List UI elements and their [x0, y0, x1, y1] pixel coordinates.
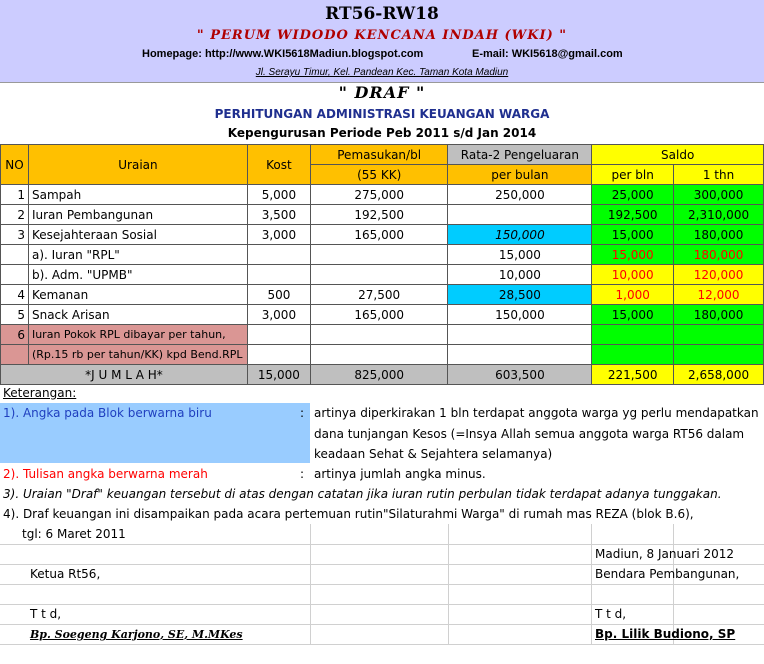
perum-name: " PERUM WIDODO KENCANA INDAH (WKI) "	[196, 28, 568, 43]
table-row	[1, 325, 764, 345]
rt-rw-title: RT56-RW18	[325, 4, 439, 24]
col-1thn-header: 1 thn	[674, 165, 764, 185]
cell-pemasukan	[310, 265, 448, 285]
cell-pemasukan	[310, 245, 448, 265]
cell-no: 3	[1, 225, 29, 245]
col-kost-header: Kost	[247, 145, 310, 185]
cell-kost: 5,000	[247, 185, 310, 205]
cell-per-bln	[592, 325, 674, 345]
left-role: Ketua Rt56,	[30, 567, 101, 581]
grid-line	[0, 644, 764, 645]
table-row	[1, 245, 764, 265]
col-rata-header: Rata-2 Pengeluaran	[448, 145, 592, 165]
note-3: 3). Uraian "Draf" keuangan tersebut di atas dengan catatan jika iuran rutin perbulan tidak terdapat adanya tunggakan.	[3, 487, 722, 501]
cell-rata-estimate: 28,500	[448, 285, 592, 305]
cell-kost	[247, 345, 310, 365]
right-role: Bendara Pembangunan,	[595, 567, 740, 581]
col-pemasukan-header: Pemasukan/bl	[310, 145, 448, 165]
note-2-colon: :	[300, 467, 305, 481]
grid-line	[0, 564, 764, 565]
cell-pemasukan: 275,000	[310, 185, 448, 205]
cell-kost: 3,000	[247, 225, 310, 245]
note-1-line-1: artinya diperkirakan 1 bln terdapat anggota warga yg perlu mendapatkan	[314, 406, 759, 420]
cell-per-bln: 25,000	[592, 185, 674, 205]
cell-per-bln-minus: 15,000	[592, 245, 674, 265]
cell-uraian: Iuran Pembangunan	[28, 205, 247, 225]
note-1-line-3: keadaan Sehat & Sejahtera selamanya)	[314, 447, 553, 461]
cell-rata	[448, 325, 592, 345]
table-row	[1, 225, 764, 245]
header-row-1	[1, 145, 764, 165]
table-row	[1, 285, 764, 305]
cell-uraian: b). Adm. "UPMB"	[28, 265, 247, 285]
cell-kost: 3,500	[247, 205, 310, 225]
left-ttd: T t d,	[30, 607, 62, 621]
cell-no: 5	[1, 305, 29, 325]
cell-no: 2	[1, 205, 29, 225]
total-label: *J U M L A H*	[1, 365, 248, 385]
cell-thn: 300,000	[674, 185, 764, 205]
cell-thn: 180,000	[674, 305, 764, 325]
place-date: Madiun, 8 Januari 2012	[595, 547, 735, 561]
note-2-right: artinya jumlah angka minus.	[314, 467, 486, 481]
cell-per-bln: 15,000	[592, 305, 674, 325]
cell-rata: 150,000	[448, 305, 592, 325]
cell-pemasukan: 27,500	[310, 285, 448, 305]
table-row	[1, 185, 764, 205]
col-no-header: NO	[1, 145, 29, 185]
cell-rata: 10,000	[448, 265, 592, 285]
email-text: E-mail: WKI5618@gmail.com	[472, 48, 623, 60]
cell-kost	[247, 325, 310, 345]
right-signatory-name: Bp. Lilik Budiono, SP	[595, 627, 736, 641]
period-subtitle: Kepengurusan Periode Peb 2011 s/d Jan 2014	[227, 126, 537, 140]
cell-pemasukan: 165,000	[310, 225, 448, 245]
cell-pemasukan	[310, 325, 448, 345]
total-kost: 15,000	[247, 365, 310, 385]
cell-no	[1, 345, 29, 365]
cell-uraian: Sampah	[28, 185, 247, 205]
cell-no: 1	[1, 185, 29, 205]
total-row	[1, 365, 764, 385]
cell-per-bln: 192,500	[592, 205, 674, 225]
draf-title: " DRAF "	[338, 83, 426, 102]
cell-pemasukan	[310, 345, 448, 365]
cell-kost	[247, 265, 310, 285]
cell-no: 6	[1, 325, 29, 345]
col-rata-sub: per bulan	[448, 165, 592, 185]
grid-line	[0, 624, 764, 625]
cell-uraian: Kemanan	[28, 285, 247, 305]
cell-pemasukan: 165,000	[310, 305, 448, 325]
col-per-bln-header: per bln	[592, 165, 674, 185]
col-uraian-header: Uraian	[28, 145, 247, 185]
cell-rata	[448, 345, 592, 365]
total-rata: 603,500	[448, 365, 592, 385]
cell-thn-minus: 12,000	[674, 285, 764, 305]
total-per-bln: 221,500	[592, 365, 674, 385]
homepage-text: Homepage: http://www.WKI5618Madiun.blogspot.com	[142, 48, 424, 60]
cell-uraian: (Rp.15 rb per tahun/KK) kpd Bend.RPL	[28, 345, 247, 365]
col-pemasukan-sub: (55 KK)	[310, 165, 448, 185]
cell-thn-minus: 120,000	[674, 265, 764, 285]
cell-kost: 500	[247, 285, 310, 305]
cell-rata: 250,000	[448, 185, 592, 205]
note-1-colon: :	[300, 406, 305, 420]
cell-rata	[448, 205, 592, 225]
cell-per-bln-minus: 1,000	[592, 285, 674, 305]
table-row	[1, 205, 764, 225]
grid-line	[0, 584, 764, 585]
cell-thn	[674, 325, 764, 345]
cell-rata-estimate: 150,000	[448, 225, 592, 245]
cell-no	[1, 265, 29, 285]
cell-kost: 3,000	[247, 305, 310, 325]
cell-thn-minus: 180,000	[674, 245, 764, 265]
cell-uraian: Kesejahteraan Sosial	[28, 225, 247, 245]
note-2-left: 2). Tulisan angka berwarna merah	[3, 467, 208, 481]
cell-rata: 15,000	[448, 245, 592, 265]
cell-per-bln: 15,000	[592, 225, 674, 245]
cell-per-bln-minus: 10,000	[592, 265, 674, 285]
cell-no: 4	[1, 285, 29, 305]
total-pemasukan: 825,000	[310, 365, 448, 385]
cell-thn: 2,310,000	[674, 205, 764, 225]
cell-no	[1, 245, 29, 265]
col-saldo-header: Saldo	[592, 145, 764, 165]
left-signatory-name: Bp. Soegeng Karjono, SE, M.MKes	[30, 628, 243, 641]
cell-kost	[247, 245, 310, 265]
table-row	[1, 345, 764, 365]
grid-line	[0, 604, 764, 605]
cell-uraian: Snack Arisan	[28, 305, 247, 325]
note-date: tgl: 6 Maret 2011	[22, 527, 126, 541]
note-1-left: 1). Angka pada Blok berwarna biru	[3, 406, 212, 420]
keterangan-heading: Keterangan:	[3, 386, 77, 400]
cell-pemasukan: 192,500	[310, 205, 448, 225]
finance-table	[0, 144, 764, 385]
cell-per-bln	[592, 345, 674, 365]
cell-thn: 180,000	[674, 225, 764, 245]
address-text: Jl. Serayu Timur, Kel. Pandean Kec. Taman Kota Madiun	[255, 67, 509, 78]
total-thn: 2,658,000	[674, 365, 764, 385]
cell-uraian: Iuran Pokok RPL dibayar per tahun,	[28, 325, 247, 345]
note-4: 4). Draf keuangan ini disampaikan pada acara pertemuan rutin"Silaturahmi Warga" di rumah mas REZA (blok B.6),	[3, 507, 694, 521]
document-title: PERHITUNGAN ADMINISTRASI KEUANGAN WARGA	[214, 107, 550, 121]
note-1-line-2: dana tunjangan Kesos (=Insya Allah semua anggota warga RT56 dalam	[314, 427, 745, 441]
grid-line	[0, 544, 764, 545]
right-ttd: T t d,	[595, 607, 627, 621]
cell-uraian: a). Iuran "RPL"	[28, 245, 247, 265]
cell-thn	[674, 345, 764, 365]
table-row	[1, 305, 764, 325]
table-row	[1, 265, 764, 285]
